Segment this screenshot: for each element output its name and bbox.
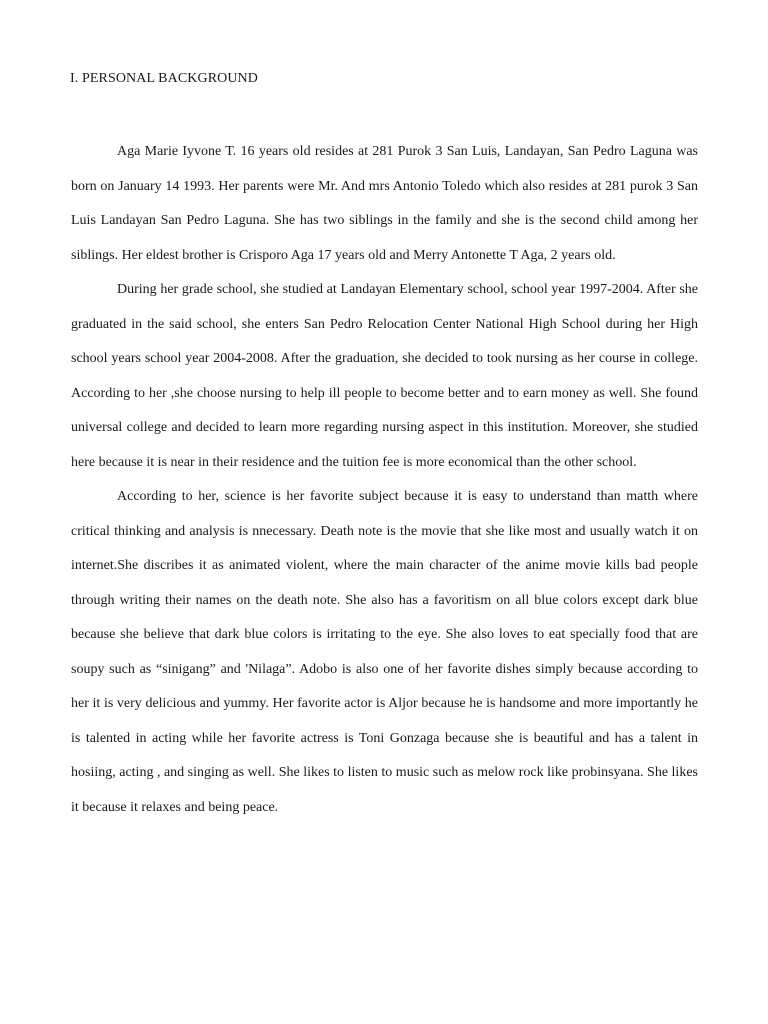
paragraph-family: Aga Marie Iyvone T. 16 years old resides at 281 Purok 3 San Luis, Landayan, San Pedro Laguna was born on January 14 1993. Her parents were Mr. And mrs Antonio Toledo which also resides at 281 purok 3 San Luis Landayan San Pedro Laguna. She has two siblings in the family and she is the second child among her siblings. Her eldest brother is Crisporo Aga 17 years old and Merry Antonette T Aga, 2 years old. <box>71 144 698 263</box>
paragraph-education: During her grade school, she studied at Landayan Elementary school, school year 1997-2004. After she graduated in the said school, she enters San Pedro Relocation Center National High School during her High school years school year 2004-2008. After the graduation, she decided to took nursing as her course in college. According to her ,she choose nursing to help ill people to become better and to earn money as well. She found universal college and decided to learn more regarding nursing aspect in this institution. Moreover, she studied here because it is near in their residence and the tuition fee is more economical than the other school. <box>71 282 698 470</box>
section-heading: I. PERSONAL BACKGROUND <box>70 71 258 86</box>
document-body <box>71 135 698 825</box>
paragraph-favorites: According to her, science is her favorite subject because it is easy to understand than matth where critical thinking and analysis is nnecessary. Death note is the movie that she like most and usually watch it on internet.She discribes it as animated violent, where the main character of the anime movie kills bad people through writing their names on the death note. She also has a favoritism on all blue colors except dark blue because she believe that dark blue colors is irritating to the eye. She also loves to eat specially food that are soupy such as “sinigang” and 'Nilaga”. Adobo is also one of her favorite dishes simply because according to her it is very delicious and yummy. Her favorite actor is Aljor because he is handsome and more importantly he is talented in acting while her favorite actress is Toni Gonzaga because she is beautiful and has a talent in hosiing, acting , and singing as well. She likes to listen to music such as melow rock like probinsyana. She likes it because it relaxes and being peace. <box>71 489 698 815</box>
